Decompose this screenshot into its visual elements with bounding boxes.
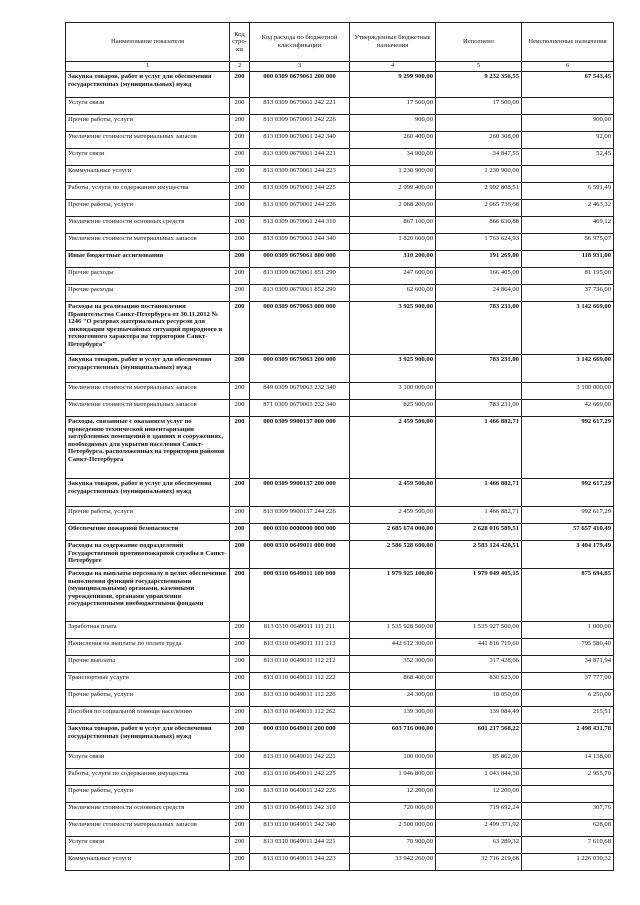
- line-code: 200: [230, 690, 250, 707]
- executed-amount: 830 623,00: [436, 673, 522, 690]
- budget-item-name: Услуги связи: [66, 752, 230, 769]
- unexecuted-amount: [522, 166, 614, 183]
- table-row: [66, 115, 614, 132]
- line-code: 200: [230, 268, 250, 285]
- approved-amount: 9 299 900,00: [350, 72, 436, 98]
- budget-classification-code: 813 0309 0679061 852 290: [250, 285, 350, 302]
- table-row: [66, 803, 614, 820]
- budget-classification-code: 000 0310 0649011 000 000: [250, 541, 350, 569]
- column-header-budget-code: Код расхода по бюджетной классификации: [250, 23, 350, 62]
- table-row: [66, 656, 614, 673]
- unexecuted-amount: 7 610,68: [522, 837, 614, 854]
- budget-item-name: Коммунальные услуги: [66, 166, 230, 183]
- budget-item-name: Коммунальные услуги: [66, 854, 230, 871]
- approved-amount: 2 459 500,00: [350, 417, 436, 479]
- unexecuted-amount: 14 138,00: [522, 752, 614, 769]
- unexecuted-amount: 92,00: [522, 132, 614, 149]
- line-code: 200: [230, 285, 250, 302]
- table-row: [66, 98, 614, 115]
- column-number: 6: [522, 62, 614, 72]
- budget-classification-code: 813 0310 0649011 112 262: [250, 707, 350, 724]
- line-code: 200: [230, 752, 250, 769]
- line-code: 200: [230, 166, 250, 183]
- budget-classification-code: 813 0310 0649011 242 221: [250, 752, 350, 769]
- executed-amount: 166 405,00: [436, 268, 522, 285]
- budget-item-name: Услуги связи: [66, 149, 230, 166]
- budget-classification-code: 871 0309 0679063 232 340: [250, 400, 350, 417]
- executed-amount: 1 043 844,30: [436, 769, 522, 786]
- executed-amount: 441 816 719,60: [436, 639, 522, 656]
- budget-item-name: Услуги связи: [66, 837, 230, 854]
- unexecuted-amount: 3 142 669,00: [522, 355, 614, 383]
- executed-amount: 317 428,06: [436, 656, 522, 673]
- budget-execution-table: [65, 22, 614, 871]
- table-row: [66, 132, 614, 149]
- executed-amount: 1 466 882,71: [436, 507, 522, 524]
- column-header-name: Наименование показателя: [66, 23, 230, 62]
- table-row: [66, 786, 614, 803]
- budget-item-name: Заработная плата: [66, 622, 230, 639]
- table-row: [66, 673, 614, 690]
- executed-amount: 191 269,00: [436, 251, 522, 268]
- budget-item-name: Увеличение стоимости материальных запасов: [66, 234, 230, 251]
- unexecuted-amount: 1 000,00: [522, 622, 614, 639]
- line-code: 200: [230, 673, 250, 690]
- approved-amount: 720 000,00: [350, 803, 436, 820]
- table-row: [66, 183, 614, 200]
- approved-amount: 2 459 500,00: [350, 507, 436, 524]
- table-row: [66, 724, 614, 752]
- unexecuted-amount: [522, 786, 614, 803]
- budget-item-name: Увеличение стоимости основных средств: [66, 217, 230, 234]
- approved-amount: 1 535 928 500,00: [350, 622, 436, 639]
- executed-amount: 601 217 568,22: [436, 724, 522, 752]
- table-row: [66, 200, 614, 217]
- approved-amount: 247 600,00: [350, 268, 436, 285]
- line-code: 200: [230, 724, 250, 752]
- approved-amount: 1 979 925 100,00: [350, 569, 436, 622]
- budget-classification-code: 813 0309 0679061 242 340: [250, 132, 350, 149]
- budget-classification-code: 000 0309 9900137 200 000: [250, 479, 350, 507]
- column-number-row: [66, 62, 614, 72]
- budget-classification-code: 813 0309 9900137 244 226: [250, 507, 350, 524]
- approved-amount: 2 586 528 600,00: [350, 541, 436, 569]
- executed-amount: 783 231,00: [436, 302, 522, 355]
- table-row: [66, 524, 614, 541]
- line-code: 200: [230, 98, 250, 115]
- unexecuted-amount: 2 955,70: [522, 769, 614, 786]
- unexecuted-amount: 875 694,85: [522, 569, 614, 622]
- unexecuted-amount: 900,00: [522, 115, 614, 132]
- budget-item-name: Иные бюджетные ассигнования: [66, 251, 230, 268]
- line-code: 200: [230, 639, 250, 656]
- line-code: 200: [230, 507, 250, 524]
- budget-item-name: Транспортные услуги: [66, 673, 230, 690]
- line-code: 200: [230, 149, 250, 166]
- budget-item-name: Увеличение стоимости материальных запасов: [66, 820, 230, 837]
- table-row: [66, 149, 614, 166]
- executed-amount: 63 289,32: [436, 837, 522, 854]
- approved-amount: 3 100 000,00: [350, 383, 436, 400]
- executed-amount: 719 692,24: [436, 803, 522, 820]
- table-row: [66, 769, 614, 786]
- approved-amount: 1 820 600,00: [350, 234, 436, 251]
- approved-amount: 70 900,00: [350, 837, 436, 854]
- executed-amount: 2 992 808,51: [436, 183, 522, 200]
- line-code: 200: [230, 769, 250, 786]
- unexecuted-amount: 992 617,29: [522, 507, 614, 524]
- unexecuted-amount: 992 617,29: [522, 479, 614, 507]
- table-row: [66, 707, 614, 724]
- budget-classification-code: 813 0309 0679061 851 290: [250, 268, 350, 285]
- budget-item-name: Прочие расходы: [66, 268, 230, 285]
- approved-amount: 260 400,00: [350, 132, 436, 149]
- column-header-unexecuted: Неисполненные назначения: [522, 23, 614, 62]
- budget-item-name: Прочие работы, услуги: [66, 507, 230, 524]
- unexecuted-amount: 118 931,00: [522, 251, 614, 268]
- column-number: 5: [436, 62, 522, 72]
- executed-amount: 1 466 882,71: [436, 479, 522, 507]
- approved-amount: 139 300,00: [350, 707, 436, 724]
- unexecuted-amount: 3 142 669,00: [522, 302, 614, 355]
- approved-amount: 2 068 200,00: [350, 200, 436, 217]
- unexecuted-amount: 56 975,07: [522, 234, 614, 251]
- line-code: 200: [230, 569, 250, 622]
- budget-item-name: Прочие работы, услуги: [66, 115, 230, 132]
- unexecuted-amount: 628,08: [522, 820, 614, 837]
- table-header-row: [66, 23, 614, 62]
- line-code: 200: [230, 854, 250, 871]
- line-code: 200: [230, 707, 250, 724]
- line-code: 200: [230, 400, 250, 417]
- executed-amount: 18 050,00: [436, 690, 522, 707]
- budget-classification-code: 813 0309 0679061 244 225: [250, 183, 350, 200]
- budget-classification-code: 000 0310 0649011 100 000: [250, 569, 350, 622]
- approved-amount: 12 200,00: [350, 786, 436, 803]
- unexecuted-amount: 2 498 431,78: [522, 724, 614, 752]
- executed-amount: 260 308,00: [436, 132, 522, 149]
- line-code: 200: [230, 479, 250, 507]
- unexecuted-amount: 215,51: [522, 707, 614, 724]
- approved-amount: 352 300,00: [350, 656, 436, 673]
- executed-amount: 1 979 049 405,15: [436, 569, 522, 622]
- budget-classification-code: 813 0310 0649011 242 310: [250, 803, 350, 820]
- unexecuted-amount: 42 669,00: [522, 400, 614, 417]
- executed-amount: [436, 383, 522, 400]
- budget-classification-code: 813 0309 0679061 244 223: [250, 166, 350, 183]
- line-code: 200: [230, 803, 250, 820]
- executed-amount: 32 716 219,68: [436, 854, 522, 871]
- budget-classification-code: 813 0309 0679061 244 310: [250, 217, 350, 234]
- line-code: 200: [230, 837, 250, 854]
- budget-item-name: Закупка товаров, работ и услуг для обеспечения государственных (муниципальных) нужд: [66, 72, 230, 98]
- line-code: 200: [230, 302, 250, 355]
- budget-classification-code: 849 0309 0679063 232 340: [250, 383, 350, 400]
- unexecuted-amount: [522, 98, 614, 115]
- table-body: [66, 72, 614, 871]
- budget-item-name: Закупка товаров, работ и услуг для обеспечения государственных (муниципальных) нужд: [66, 724, 230, 752]
- unexecuted-amount: 52,45: [522, 149, 614, 166]
- executed-amount: 34 847,55: [436, 149, 522, 166]
- table-row: [66, 569, 614, 622]
- approved-amount: 900,00: [350, 115, 436, 132]
- table-row: [66, 268, 614, 285]
- unexecuted-amount: 469,12: [522, 217, 614, 234]
- column-header-executed: Исполнено: [436, 23, 522, 62]
- approved-amount: 1 230 900,00: [350, 166, 436, 183]
- executed-amount: 12 200,00: [436, 786, 522, 803]
- budget-classification-code: 813 0310 0649011 244 223: [250, 854, 350, 871]
- column-number: 1: [66, 62, 230, 72]
- budget-classification-code: 813 0309 0679061 244 226: [250, 200, 350, 217]
- approved-amount: 34 900,00: [350, 149, 436, 166]
- unexecuted-amount: 34 871,94: [522, 656, 614, 673]
- line-code: 200: [230, 820, 250, 837]
- unexecuted-amount: 6 591,49: [522, 183, 614, 200]
- budget-classification-code: 813 0309 0679061 242 221: [250, 98, 350, 115]
- budget-item-name: Расходы на реализацию постановления Правительства Санкт-Петербурга от 30.11.2012 № 1246 "О резервах материальных ресурсов для ликвидации чрезвычайных ситуаций природного и техногенного характера на территории Санкт-Петербурга": [66, 302, 230, 355]
- budget-item-name: Услуги связи: [66, 98, 230, 115]
- line-code: 200: [230, 524, 250, 541]
- budget-classification-code: 813 0310 0649011 244 221: [250, 837, 350, 854]
- table-row: [66, 251, 614, 268]
- approved-amount: 1 046 800,00: [350, 769, 436, 786]
- executed-amount: 2 628 016 589,51: [436, 524, 522, 541]
- approved-amount: 825 900,00: [350, 400, 436, 417]
- approved-amount: 3 925 900,00: [350, 355, 436, 383]
- unexecuted-amount: 6 250,00: [522, 690, 614, 707]
- line-code: 200: [230, 183, 250, 200]
- approved-amount: 17 500,00: [350, 98, 436, 115]
- approved-amount: 62 600,00: [350, 285, 436, 302]
- line-code: 200: [230, 251, 250, 268]
- executed-amount: 1 230 900,00: [436, 166, 522, 183]
- executed-amount: 783 231,00: [436, 400, 522, 417]
- table-row: [66, 507, 614, 524]
- table-row: [66, 690, 614, 707]
- table-row: [66, 302, 614, 355]
- approved-amount: 2 685 674 000,00: [350, 524, 436, 541]
- approved-amount: 33 942 260,00: [350, 854, 436, 871]
- executed-amount: 85 862,00: [436, 752, 522, 769]
- budget-item-name: Расходы, связанные с оказанием услуг по проведению технической инвентаризации заглубленных помещений в зданиях и сооружениях, пообходимых для укрытия населения Санкт-Петербурга, расположенных на территории районов Санкт-Петербурга: [66, 417, 230, 479]
- budget-item-name: Увеличение стоимости материальных запасов: [66, 132, 230, 149]
- approved-amount: 3 925 900,00: [350, 302, 436, 355]
- budget-item-name: Увеличение стоимости материальных запасов: [66, 383, 230, 400]
- budget-classification-code: 000 0309 0679061 800 000: [250, 251, 350, 268]
- executed-amount: 783 231,00: [436, 355, 522, 383]
- budget-item-name: Закупка товаров, работ и услуг для обеспечения государственных (муниципальных) нужд: [66, 479, 230, 507]
- budget-item-name: Закупка товаров, работ и услуг для обеспечения государственных (муниципальных) нужд: [66, 355, 230, 383]
- executed-amount: 24 864,00: [436, 285, 522, 302]
- line-code: 200: [230, 541, 250, 569]
- table-row: [66, 72, 614, 98]
- line-code: 200: [230, 656, 250, 673]
- table-row: [66, 752, 614, 769]
- budget-classification-code: 000 0310 0649011 200 000: [250, 724, 350, 752]
- table-row: [66, 854, 614, 871]
- table-row: [66, 217, 614, 234]
- table-row: [66, 837, 614, 854]
- table-row: [66, 820, 614, 837]
- budget-item-name: Прочие расходы: [66, 285, 230, 302]
- budget-classification-code: 000 0309 0679061 200 000: [250, 72, 350, 98]
- table-row: [66, 400, 614, 417]
- approved-amount: 100 000,00: [350, 752, 436, 769]
- executed-amount: 139 084,49: [436, 707, 522, 724]
- approved-amount: 2 459 500,00: [350, 479, 436, 507]
- unexecuted-amount: 3 404 179,49: [522, 541, 614, 569]
- column-header-line-code: Код стро-ки: [230, 23, 250, 62]
- budget-classification-code: 813 0310 0649011 111 213: [250, 639, 350, 656]
- unexecuted-amount: 992 617,29: [522, 417, 614, 479]
- budget-item-name: Увеличение стоимости материальных запасов: [66, 400, 230, 417]
- approved-amount: 603 716 000,00: [350, 724, 436, 752]
- table-row: [66, 285, 614, 302]
- unexecuted-amount: 37 736,00: [522, 285, 614, 302]
- budget-classification-code: 813 0310 0649011 112 226: [250, 690, 350, 707]
- budget-item-name: Работы, услуги по содержанию имущества: [66, 769, 230, 786]
- executed-amount: 2 583 124 420,51: [436, 541, 522, 569]
- column-number: 2: [230, 62, 250, 72]
- unexecuted-amount: 3 100 000,00: [522, 383, 614, 400]
- executed-amount: 1 535 927 500,00: [436, 622, 522, 639]
- budget-item-name: Обеспечение пожарной безопасности: [66, 524, 230, 541]
- budget-classification-code: 000 0309 0679063 000 000: [250, 302, 350, 355]
- table-row: [66, 541, 614, 569]
- approved-amount: 2 500 000,00: [350, 820, 436, 837]
- executed-amount: 2 065 736,68: [436, 200, 522, 217]
- table-row: [66, 234, 614, 251]
- approved-amount: 868 400,00: [350, 673, 436, 690]
- approved-amount: 442 612 300,00: [350, 639, 436, 656]
- budget-item-name: Пособия по социальной помощи населению: [66, 707, 230, 724]
- executed-amount: [436, 115, 522, 132]
- column-number: 3: [250, 62, 350, 72]
- unexecuted-amount: 2 463,32: [522, 200, 614, 217]
- budget-item-name: Увеличение стоимости основных средств: [66, 803, 230, 820]
- column-number: 4: [350, 62, 436, 72]
- unexecuted-amount: 307,76: [522, 803, 614, 820]
- budget-classification-code: 000 0309 0679063 200 000: [250, 355, 350, 383]
- budget-item-name: Начисления на выплаты по оплате труда: [66, 639, 230, 656]
- executed-amount: 2 499 371,92: [436, 820, 522, 837]
- line-code: 200: [230, 217, 250, 234]
- line-code: 200: [230, 383, 250, 400]
- budget-item-name: Прочие работы, услуги: [66, 690, 230, 707]
- table-row: [66, 622, 614, 639]
- unexecuted-amount: 81 195,00: [522, 268, 614, 285]
- unexecuted-amount: 67 543,45: [522, 72, 614, 98]
- executed-amount: 9 232 356,55: [436, 72, 522, 98]
- budget-item-name: Расходы на выплаты персоналу в целях обеспечения выполнения функций государственными (муниципальными) органами, казенными учреждениями, органами управления государственными внебюджетными фондами: [66, 569, 230, 622]
- line-code: 200: [230, 115, 250, 132]
- table-row: [66, 639, 614, 656]
- budget-item-name: Прочие выплаты: [66, 656, 230, 673]
- line-code: 200: [230, 417, 250, 479]
- budget-classification-code: 813 0310 0649011 242 226: [250, 786, 350, 803]
- executed-amount: 866 630,88: [436, 217, 522, 234]
- budget-classification-code: 813 0309 0679061 242 226: [250, 115, 350, 132]
- budget-classification-code: 813 0309 0679061 244 340: [250, 234, 350, 251]
- approved-amount: 310 200,00: [350, 251, 436, 268]
- unexecuted-amount: 1 226 030,32: [522, 854, 614, 871]
- approved-amount: 2 999 400,00: [350, 183, 436, 200]
- budget-classification-code: 813 0310 0649011 242 225: [250, 769, 350, 786]
- unexecuted-amount: 57 657 410,49: [522, 524, 614, 541]
- line-code: 200: [230, 355, 250, 383]
- line-code: 200: [230, 132, 250, 149]
- table-row: [66, 355, 614, 383]
- budget-item-name: Прочие работы, услуги: [66, 200, 230, 217]
- executed-amount: 1 763 624,93: [436, 234, 522, 251]
- line-code: 200: [230, 622, 250, 639]
- table-row: [66, 417, 614, 479]
- approved-amount: 867 100,00: [350, 217, 436, 234]
- budget-classification-code: 000 0309 9900137 000 000: [250, 417, 350, 479]
- executed-amount: 1 466 882,71: [436, 417, 522, 479]
- budget-report-page: [65, 22, 614, 871]
- approved-amount: 24 300,00: [350, 690, 436, 707]
- table-row: [66, 383, 614, 400]
- line-code: 200: [230, 234, 250, 251]
- budget-item-name: Работы, услуги по содержанию имущества: [66, 183, 230, 200]
- budget-item-name: Прочие работы, услуги: [66, 786, 230, 803]
- unexecuted-amount: 795 580,40: [522, 639, 614, 656]
- column-header-approved: Утвержденные бюджетные назначения: [350, 23, 436, 62]
- budget-classification-code: 813 0310 0649011 242 340: [250, 820, 350, 837]
- table-row: [66, 166, 614, 183]
- budget-classification-code: 813 0310 0649011 111 211: [250, 622, 350, 639]
- unexecuted-amount: 37 777,00: [522, 673, 614, 690]
- line-code: 200: [230, 200, 250, 217]
- executed-amount: 17 500,00: [436, 98, 522, 115]
- budget-item-name: Расходы на содержание подразделений Государственной противопожарной службы в Санкт-Петербурге: [66, 541, 230, 569]
- budget-classification-code: 000 0310 0000000 000 000: [250, 524, 350, 541]
- budget-classification-code: 813 0310 0649011 112 222: [250, 673, 350, 690]
- line-code: 200: [230, 72, 250, 98]
- table-row: [66, 479, 614, 507]
- budget-classification-code: 813 0310 0649011 112 212: [250, 656, 350, 673]
- budget-classification-code: 813 0309 0679061 244 221: [250, 149, 350, 166]
- line-code: 200: [230, 786, 250, 803]
